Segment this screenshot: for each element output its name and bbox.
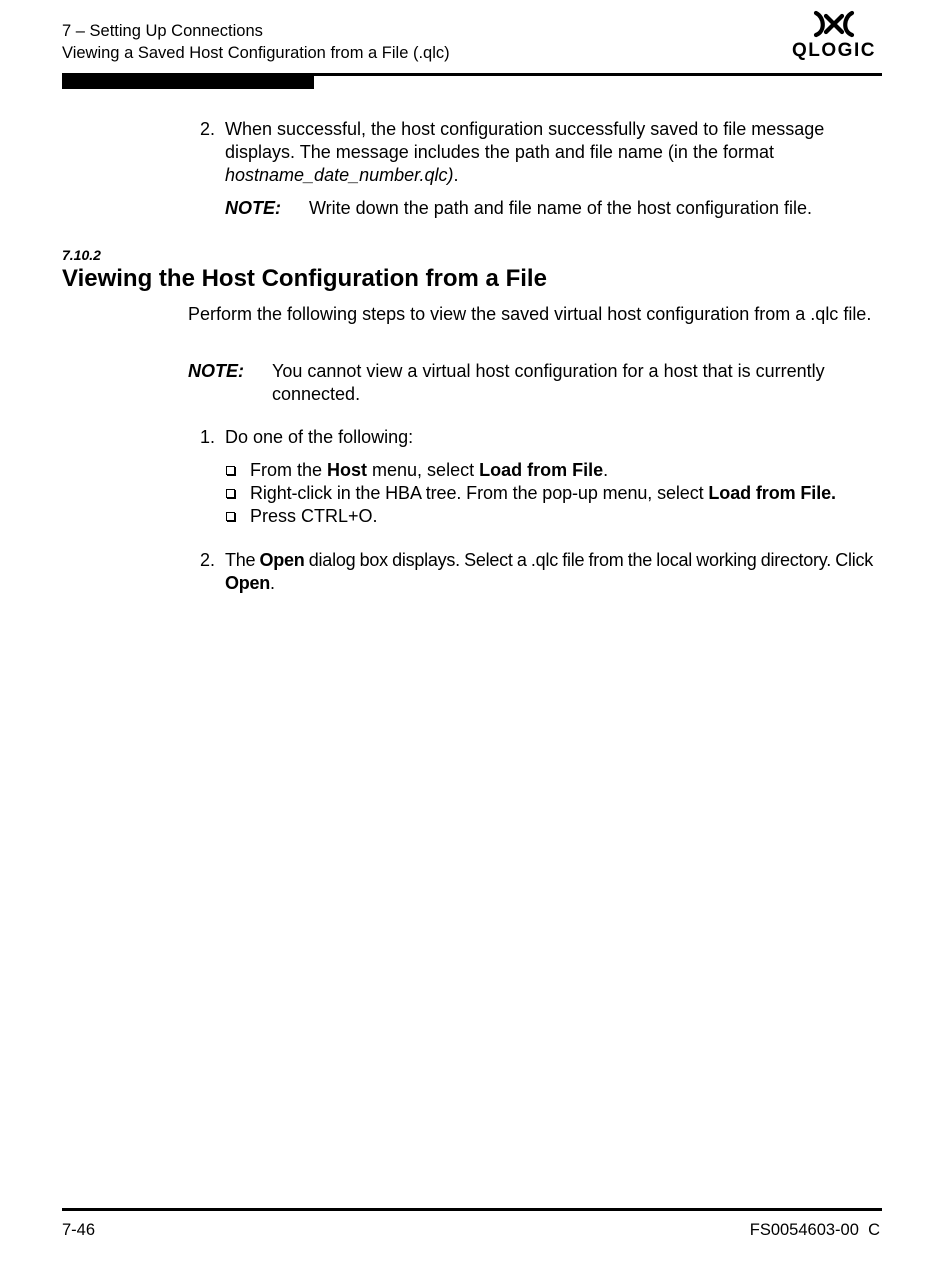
list-item: Press CTRL+O.: [250, 506, 378, 526]
footer-rule: [62, 1208, 882, 1211]
list-item: Right-click in the HBA tree. From the pop-up menu, select Load from File.: [250, 483, 836, 503]
step-text: When successful, the host configuration successfully saved to file message displays. The message includes the path and file name (in the format hostname_date_number.qlc).: [225, 119, 825, 185]
section-intro: Perform the following steps to view the saved virtual host configuration from a .qlc file.: [188, 304, 872, 324]
checkbox-bullet-icon: [226, 466, 235, 475]
section-title: Viewing the Host Configuration from a File: [62, 265, 547, 292]
header-tab-bar: [62, 76, 314, 89]
note-text: Write down the path and file name of the host configuration file.: [309, 198, 812, 218]
running-header-subtitle: Viewing a Saved Host Configuration from a File (.qlc): [62, 44, 450, 62]
step-text: The Open dialog box displays. Select a .qlc file from the local working directory. Click Open.: [225, 550, 873, 593]
document-id: FS0054603-00 C: [749, 1221, 880, 1239]
note-label: NOTE:: [188, 361, 244, 381]
list-item: From the Host menu, select Load from File.: [250, 460, 609, 480]
note-text: You cannot view a virtual host configuration for a host that is currently connected.: [272, 361, 825, 404]
step-number: 1.: [199, 427, 215, 447]
step-text: Do one of the following:: [225, 427, 414, 447]
checkbox-bullet-icon: [226, 512, 235, 521]
step-number: 2.: [199, 550, 215, 570]
step-number: 2.: [199, 119, 215, 139]
checkbox-bullet-icon: [226, 489, 235, 498]
qlogic-logo-icon: [812, 10, 856, 38]
logo-text: QLOGIC: [792, 40, 876, 61]
section-number: 7.10.2: [62, 247, 101, 263]
chapter-title: 7 – Setting Up Connections: [62, 22, 263, 40]
qlogic-logo: [792, 10, 878, 66]
filename-format: hostname_date_number.qlc): [225, 165, 454, 185]
page-number: 7-46: [62, 1221, 96, 1239]
note-label: NOTE:: [225, 198, 281, 218]
